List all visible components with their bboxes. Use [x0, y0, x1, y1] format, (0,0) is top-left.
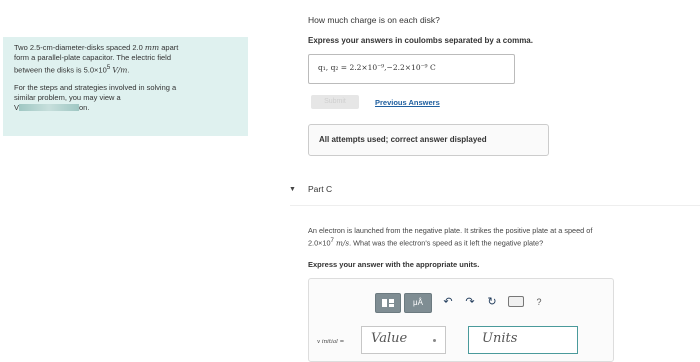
part-c-problem [308, 226, 700, 248]
problem-line3-unit: V/m [112, 65, 128, 75]
part-b-answer-box [308, 54, 515, 84]
units-symbol-button[interactable]: μÅ [404, 293, 432, 313]
undo-icon[interactable]: ↶ [443, 296, 453, 308]
part-c-speed-value: 2.0×10 [308, 238, 331, 248]
steps-line3-start: V [14, 102, 20, 112]
steps-line1: For the steps and strategies involved in solving a [14, 82, 177, 92]
answer-unit: C [429, 63, 436, 72]
problem-line1-tail: apart [161, 43, 179, 52]
part-b-instruction: Express your answers in coulombs separated by a comma. [308, 36, 533, 45]
problem-line1-unit: mm [144, 43, 160, 52]
answer-value: 2.2×10⁻⁹,−2.2×10⁻⁹ [349, 63, 428, 72]
problem-line1: Two 2.5-cm-diameter-disks spaced 2.0 [14, 43, 143, 52]
answer-label: q₁, q₂ = [318, 63, 348, 72]
problem-line3: between the disks is 5.0×10 [14, 65, 107, 75]
separator-dot [433, 339, 436, 342]
part-c-instruction: Express your answer with the appropriate units. [308, 260, 480, 269]
divider [290, 205, 700, 206]
submit-button[interactable]: Submit [311, 95, 359, 109]
part-c-speed-exponent: 7 [330, 237, 334, 244]
redo-icon[interactable]: ↷ [465, 296, 475, 308]
collapse-caret-icon[interactable]: ▼ [289, 186, 296, 193]
part-c-label[interactable]: Part C [308, 184, 333, 194]
problem-statement-box [3, 37, 248, 136]
problem-text [14, 43, 237, 76]
problem-line3-exponent: 5 [106, 64, 111, 71]
redacted-text [19, 104, 79, 111]
previous-answers-link[interactable]: Previous Answers [375, 98, 440, 107]
attempts-message: All attempts used; correct answer displayed [308, 124, 549, 156]
templates-icon[interactable] [375, 293, 401, 313]
reset-icon[interactable]: ↻ [487, 296, 497, 308]
part-c-problem-line2-tail: . What was the electron's speed as it left the negative plate? [349, 238, 544, 248]
value-input[interactable]: Value [361, 326, 446, 354]
part-c-answer-panel [308, 278, 614, 362]
steps-line3-end: on. [79, 102, 90, 112]
problem-line2: form a parallel-plate capacitor. The electric field [14, 53, 172, 62]
units-input[interactable]: Units [468, 326, 578, 354]
steps-hint [14, 83, 237, 113]
keyboard-icon[interactable] [508, 296, 524, 307]
math-toolbar [375, 293, 617, 313]
video-tutor-link[interactable] [14, 103, 89, 112]
part-b-question: How much charge is on each disk? [308, 15, 440, 25]
steps-line2: similar problem, you may view a [14, 92, 121, 102]
help-icon[interactable]: ? [536, 297, 542, 307]
part-c-problem-line1: An electron is launched from the negative plate. It strikes the positive plate at a speed of [308, 226, 593, 235]
problem-line3-tail: . [127, 65, 130, 75]
part-c-speed-unit: m/s [335, 238, 350, 248]
variable-label: v initial = [317, 339, 345, 345]
